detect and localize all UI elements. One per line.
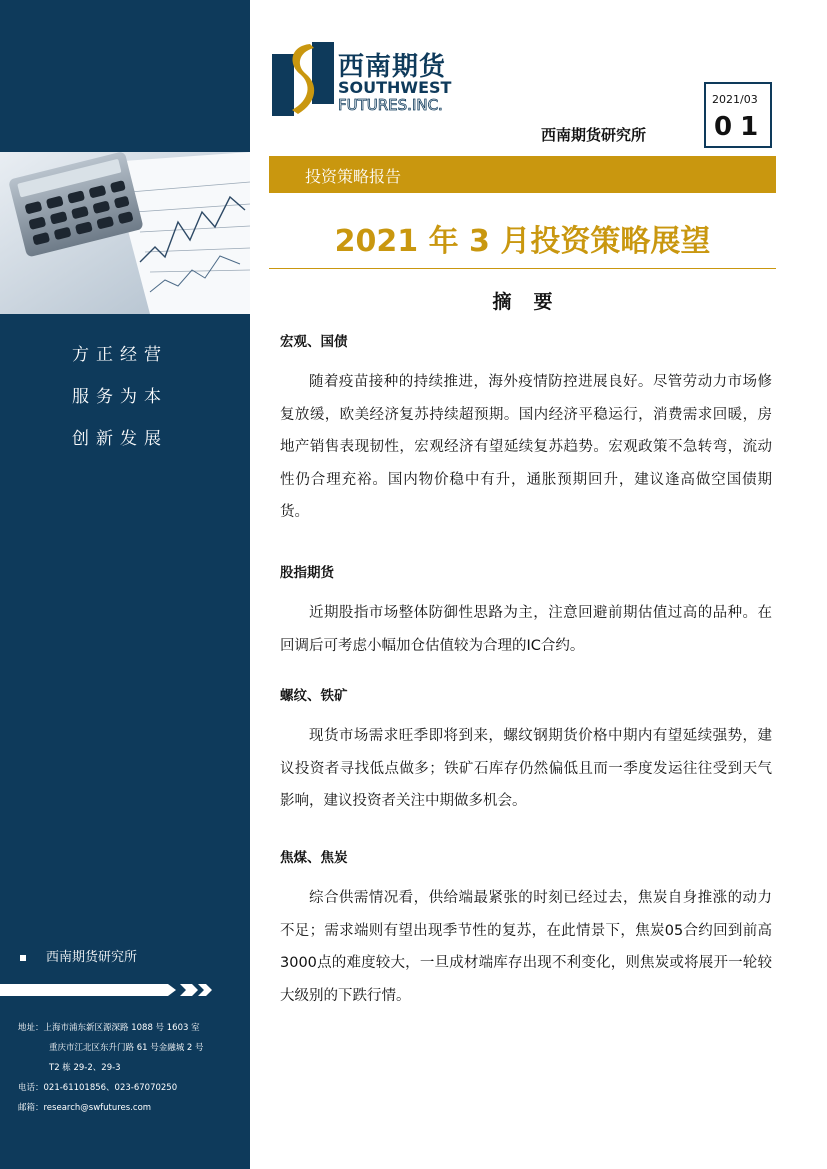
section-body: 随着疫苗接种的持续推进，海外疫情防控进展良好。尽管劳动力市场修复放缓，欧美经济复苏持续超预期。国内经济平稳运行，消费需求回暖，房地产销售表现韧性，宏观经济有望延续复苏趋势。宏观政策不急转弯，流动性仍合理充裕。国内物价稳中有升，通胀预期回升，建议逢高做空国债期货。 [280, 374, 772, 520]
contact-info [18, 1018, 246, 1118]
address-line: 地址：上海市浦东新区源深路 1088 号 1603 室 [18, 1023, 200, 1033]
sidebar-institute [20, 946, 137, 965]
issue-number: 01 [714, 112, 767, 142]
section-body: 综合供需情况看，供给端最紧张的时刻已经过去，焦炭自身推涨的动力不足；需求端则有望出现季节性的复苏，在此情景下，焦炭05合约回到前高3000点的难度较大，一旦成材端库存出现不利变化，则焦炭或将展开一轮较大级别的下跌行情。 [280, 890, 772, 1004]
logo-text-cn: 西南期货 [338, 52, 447, 82]
section-macro [280, 332, 772, 529]
section-title: 螺纹、铁矿 [280, 688, 348, 704]
institute-name: 西南期货研究所 [541, 126, 647, 144]
section-title: 宏观、国债 [280, 334, 348, 350]
square-bullet-icon [20, 955, 26, 961]
double-chevron-right-icon [180, 984, 212, 996]
section-index-futures [280, 563, 772, 662]
section-title: 股指期货 [280, 565, 334, 581]
slogan-line: 方正经营 [72, 345, 168, 365]
category-band [269, 156, 776, 193]
title-divider [269, 268, 776, 269]
company-logo [272, 40, 472, 118]
section-rebar-iron-ore [280, 686, 772, 818]
arrow-divider [0, 982, 250, 998]
logo-text-en: FUTURES.INC. [338, 96, 443, 114]
slogan-line: 服务为本 [72, 387, 168, 407]
summary-heading: 摘要 [492, 291, 575, 313]
logo-text-en: SOUTHWEST [338, 78, 452, 97]
report-category: 投资策略报告 [305, 167, 402, 186]
sidebar [0, 0, 250, 1169]
swf-logo-icon [272, 40, 334, 118]
section-coking-coal [280, 848, 772, 1012]
section-body: 现货市场需求旺季即将到来，螺纹钢期货价格中期内有望延续强势，建议投资者寻找低点做多；铁矿石库存仍然偏低且而一季度发运往往受到天气影响，建议投资者关注中期做多机会。 [280, 728, 772, 809]
address-line: 重庆市江北区东升门路 61 号金融城 2 号 [49, 1043, 204, 1053]
issue-date: 2021/03 [712, 93, 758, 106]
calculator-chart-photo [0, 152, 250, 314]
section-body: 近期股指市场整体防御性思路为主，注意回避前期估值过高的品种。在回调后可考虑小幅加仓估值较为合理的IC合约。 [280, 605, 772, 654]
address-line: T2 栋 29-2、29-3 [49, 1063, 121, 1073]
slogan-list [72, 340, 168, 466]
email-line: 邮箱：research@swfutures.com [18, 1103, 152, 1113]
phone-line: 电话：021-61101856、023-67070250 [18, 1083, 178, 1093]
slogan-line: 创新发展 [72, 429, 168, 449]
issue-box [704, 82, 772, 148]
section-title: 焦煤、焦炭 [280, 850, 348, 866]
report-title: 2021 年 3 月投资策略展望 [334, 224, 711, 259]
sidebar-institute-label: 西南期货研究所 [46, 950, 138, 965]
